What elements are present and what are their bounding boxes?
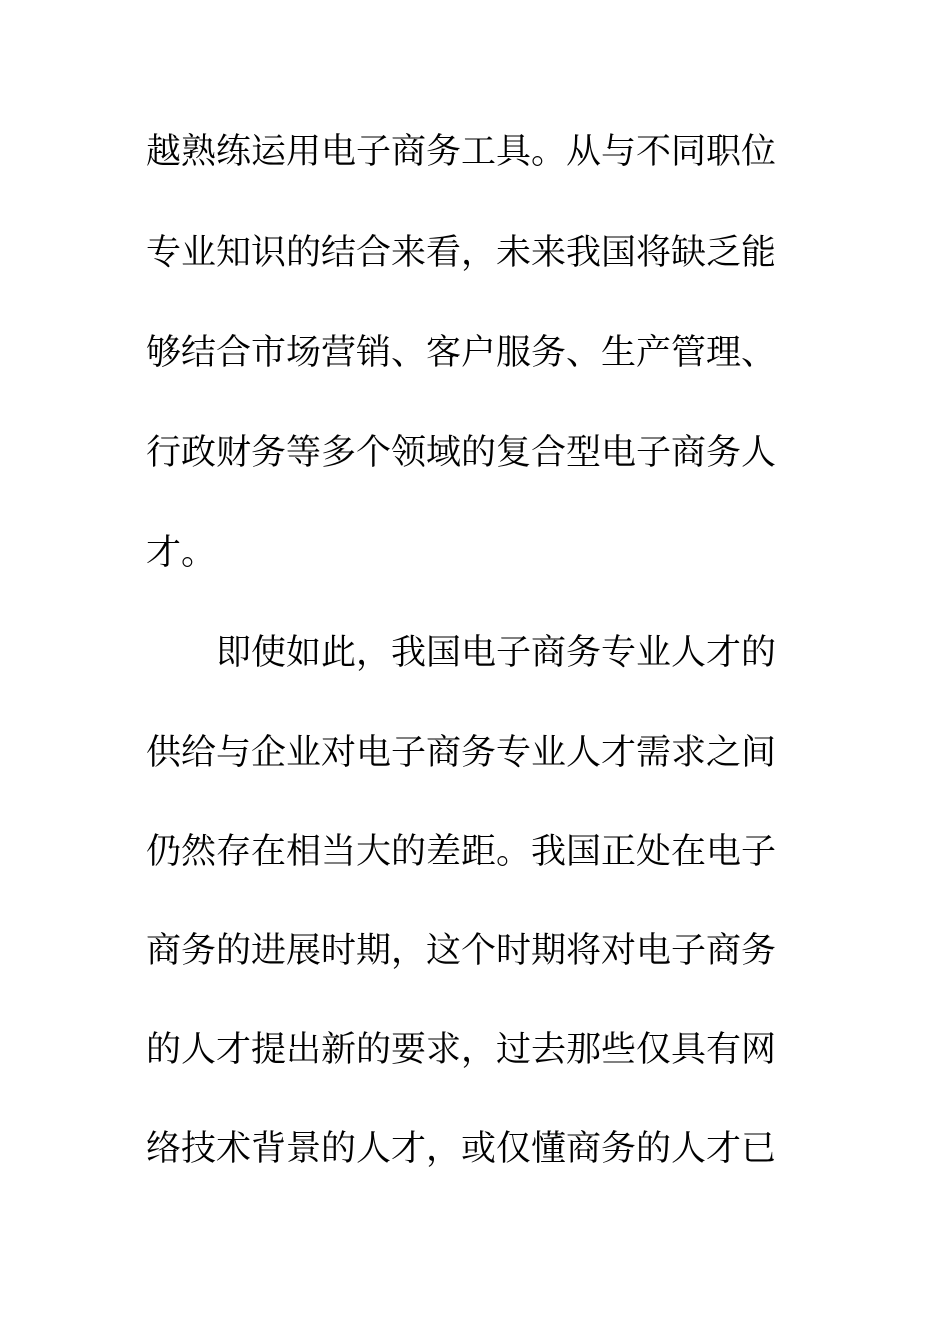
text-line: 够结合市场营销、客户服务、生产管理、 xyxy=(146,333,777,373)
text-line: 商务的进展时期，这个时期将对电子商务 xyxy=(146,931,777,971)
text-line: 越熟练运用电子商务工具。从与不同职位 xyxy=(146,132,777,172)
text-line: 的人才提出新的要求，过去那些仅具有网 xyxy=(146,1030,777,1070)
text-line: 专业知识的结合来看，未来我国将缺乏能 xyxy=(146,233,777,273)
paragraph-first-line: 即使如此，我国电子商务专业人才的 xyxy=(216,633,777,673)
text-line: 络技术背景的人才，或仅懂商务的人才已 xyxy=(146,1129,777,1169)
text-line: 才。 xyxy=(146,533,217,573)
text-line: 行政财务等多个领域的复合型电子商务人 xyxy=(146,433,777,473)
text-line: 仍然存在相当大的差距。我国正处在电子 xyxy=(146,832,777,872)
text-line: 供给与企业对电子商务专业人才需求之间 xyxy=(146,733,777,773)
